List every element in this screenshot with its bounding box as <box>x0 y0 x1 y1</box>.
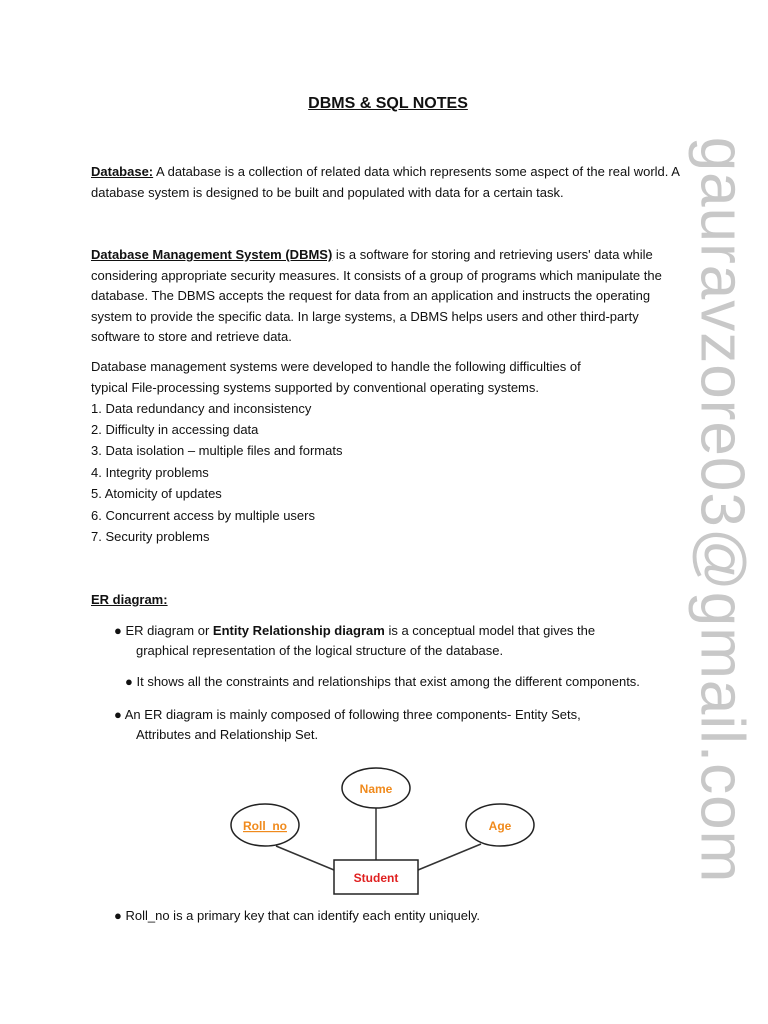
difficulty-item-3: 3. Data isolation – multiple files and formats <box>91 443 343 458</box>
attr-roll-label: Roll_no <box>243 819 287 833</box>
dbms-text: is a software for storing and retrieving users' data while considering appropriate security measures. It consists of a group of programs which manipulate the database. The DBMS accepts the request for data from an application and instructs the operating system to provide the specific data. In large systems, a DBMS helps users and other third-party software to store and retrieve data. <box>91 247 662 344</box>
attr-age-label: Age <box>488 819 512 833</box>
er-bullet-4-text: Roll_no is a primary key that can identify each entity uniquely. <box>125 908 481 923</box>
er-bullet-3-text: An ER diagram is mainly composed of following three components- Entity Sets, <box>124 707 581 722</box>
dbms-label: Database Management System (DBMS) <box>91 247 333 262</box>
dbms-paragraph <box>91 245 681 348</box>
bullet-dot: ● <box>114 623 122 638</box>
er-diagram <box>226 758 544 900</box>
er-bullet-1-post: is a conceptual model that gives the <box>384 623 596 638</box>
difficulty-item-1: 1. Data redundancy and inconsistency <box>91 401 312 416</box>
er-bullet-1-bold: Entity Relationship diagram <box>212 623 385 638</box>
bullet-dot: ● <box>114 908 122 923</box>
er-bullet-4 <box>114 906 480 926</box>
attr-name-label: Name <box>359 782 393 796</box>
difficulty-item-2: 2. Difficulty in accessing data <box>91 422 259 437</box>
bullet-dot: ● <box>114 707 122 722</box>
difficulties-intro-line1: Database management systems were developed to handle the following difficulties of <box>91 359 581 374</box>
er-bullet-1-cont: graphical representation of the logical structure of the database. <box>136 643 504 658</box>
edge-roll-student <box>276 846 334 870</box>
er-bullet-2-text: It shows all the constraints and relationships that exist among the different components. <box>136 674 640 689</box>
bullet-dot: ● <box>125 674 133 689</box>
watermark-email: gauravzore03@gmail.com <box>687 136 757 884</box>
database-label: Database: <box>91 164 154 179</box>
difficulty-item-7: 7. Security problems <box>91 529 210 544</box>
er-bullet-1 <box>114 621 595 641</box>
difficulty-item-4: 4. Integrity problems <box>91 465 209 480</box>
er-heading: ER diagram: <box>91 592 168 607</box>
difficulty-item-6: 6. Concurrent access by multiple users <box>91 508 315 523</box>
er-bullet-1-pre: ER diagram or <box>125 623 213 638</box>
difficulty-item-5: 5. Atomicity of updates <box>91 486 222 501</box>
edge-age-student <box>418 844 481 870</box>
entity-student-label: Student <box>353 871 399 885</box>
page-title: DBMS & SQL NOTES <box>308 95 468 112</box>
er-bullet-3 <box>114 705 581 725</box>
database-text: A database is a collection of related data which represents some aspect of the real world. A database system is designed to be built and populated with data for a certain task. <box>91 164 680 200</box>
er-bullet-2 <box>125 672 640 692</box>
database-paragraph <box>91 162 681 203</box>
er-bullet-3-cont: Attributes and Relationship Set. <box>136 727 319 742</box>
difficulties-intro-line2: typical File-processing systems supported by conventional operating systems. <box>91 380 539 395</box>
